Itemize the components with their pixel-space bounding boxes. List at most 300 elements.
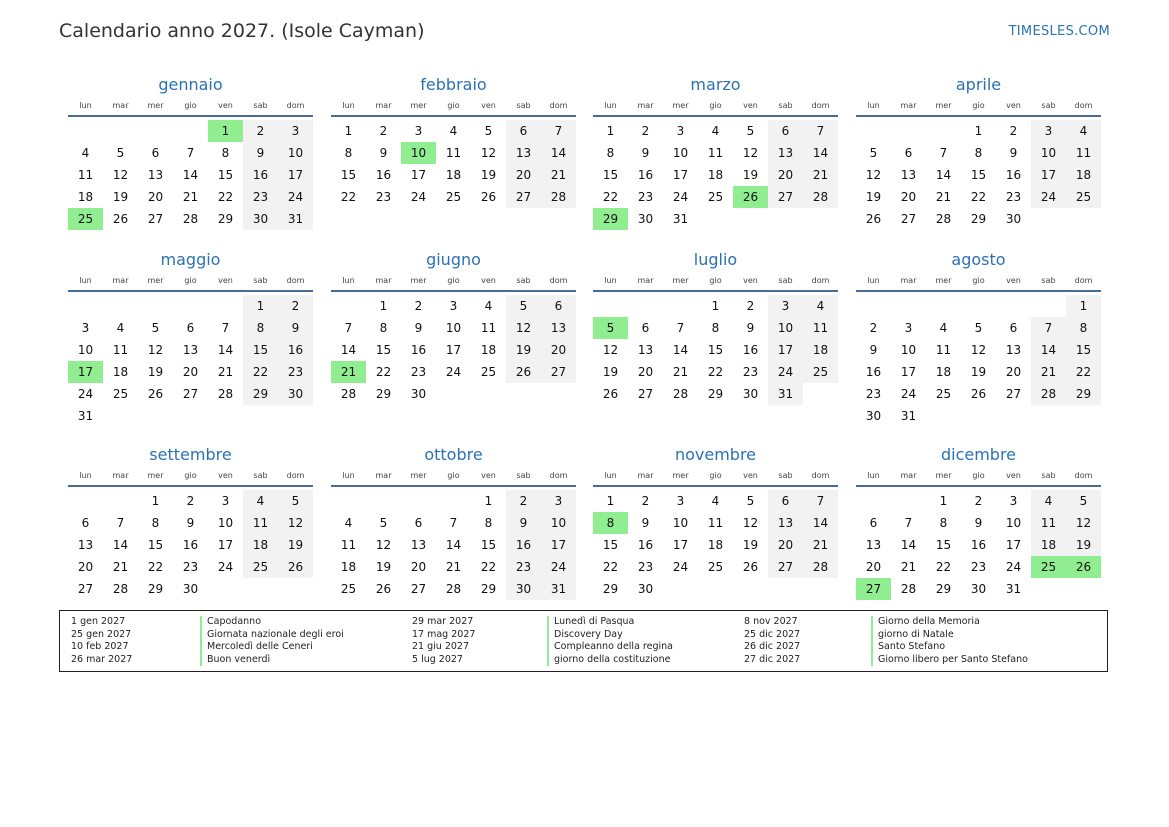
day-cell: 7 (803, 120, 838, 142)
day-cell: 4 (484, 299, 493, 313)
day-cell: 4 (81, 146, 90, 160)
month-maggio (68, 247, 313, 427)
day-cell: 23 (410, 365, 427, 379)
weekday-header (331, 273, 576, 292)
day-cell: 12 (506, 317, 541, 339)
week-row (856, 339, 1101, 361)
day-cell: 28 (217, 387, 234, 401)
empty-day (173, 120, 208, 142)
week-row (331, 534, 576, 556)
empty-day (663, 578, 698, 600)
day-cell: 15 (147, 538, 164, 552)
weekday-header (593, 273, 838, 292)
day-cell: 31 (541, 578, 576, 600)
empty-day (138, 405, 173, 427)
day-cell: 31 (278, 208, 313, 230)
day-cell: 2 (414, 299, 423, 313)
legend-holiday-name: Mercoledì delle Ceneri (200, 641, 313, 654)
day-cell: 20 (182, 365, 199, 379)
weekday-label: mer (935, 471, 952, 480)
week-row (856, 295, 1101, 317)
month-name: luglio (693, 250, 738, 269)
day-cell: 3 (278, 120, 313, 142)
day-cell: 11 (707, 146, 724, 160)
empty-day (401, 490, 436, 512)
day-cell: 11 (340, 538, 357, 552)
empty-day (68, 490, 103, 512)
week-row (331, 164, 576, 186)
day-cell: 1 (344, 124, 353, 138)
weekday-header (331, 98, 576, 117)
day-cell: 6 (904, 146, 913, 160)
day-cell: 29 (217, 212, 234, 226)
empty-day (331, 490, 366, 512)
day-cell: 13 (147, 168, 164, 182)
empty-day (768, 208, 803, 230)
day-cell: 11 (707, 516, 724, 530)
day-cell: 18 (112, 365, 129, 379)
legend-holiday-name: Giorno della Memoria (871, 616, 980, 629)
weekday-label: lun (604, 276, 617, 285)
day-cell: 3 (1009, 494, 1018, 508)
day-cell: 26 (112, 212, 129, 226)
weekday-header (68, 273, 313, 292)
weekday-label: mar (637, 276, 654, 285)
weekday-label: mer (147, 276, 164, 285)
day-cell: 18 (1031, 534, 1066, 556)
day-cell: 2 (1009, 124, 1018, 138)
day-cell: 10 (217, 516, 234, 530)
day-cell: 7 (939, 146, 948, 160)
day-cell: 9 (641, 146, 650, 160)
day-cell: 31 (77, 409, 94, 423)
empty-day (68, 295, 103, 317)
weekday-label: lun (867, 471, 880, 480)
weekday-label: ven (218, 471, 233, 480)
weekday-header (856, 273, 1101, 292)
day-cell: 17 (768, 339, 803, 361)
day-cell: 17 (1005, 538, 1022, 552)
day-cell: 5 (484, 124, 493, 138)
day-cell: 14 (672, 343, 689, 357)
empty-day (698, 208, 733, 230)
empty-day (68, 120, 103, 142)
day-cell: 29 (935, 582, 952, 596)
day-cell: 28 (541, 186, 576, 208)
week-row (68, 534, 313, 556)
day-cell: 3 (541, 490, 576, 512)
day-cell: 18 (707, 168, 724, 182)
weekday-label: sab (253, 101, 268, 110)
empty-day (628, 295, 663, 317)
day-cell: 7 (904, 516, 913, 530)
weekday-label: mar (112, 276, 129, 285)
holiday-legend (59, 610, 1108, 672)
weekday-label: lun (79, 471, 92, 480)
empty-day (891, 120, 926, 142)
day-cell: 2 (869, 321, 878, 335)
weekday-label: sab (1041, 471, 1056, 480)
week-row (331, 120, 576, 142)
month-name: gennaio (158, 75, 223, 94)
day-cell: 24 (672, 190, 689, 204)
day-cell: 9 (641, 516, 650, 530)
day-cell: 27 (182, 387, 199, 401)
day-cell: 5 (278, 490, 313, 512)
day-cell: 9 (974, 516, 983, 530)
week-row (593, 556, 838, 578)
week-row (856, 556, 1101, 578)
day-cell: 15 (243, 339, 278, 361)
day-cell: 24 (900, 387, 917, 401)
month-ottobre (331, 442, 576, 600)
day-cell: 9 (1009, 146, 1018, 160)
day-cell: 29 (480, 582, 497, 596)
week-row (331, 339, 576, 361)
legend-holiday-name: Buon venerdì (200, 654, 270, 667)
empty-day (856, 490, 891, 512)
day-cell: 26 (278, 556, 313, 578)
legend-date: 10 feb 2027 (71, 641, 129, 652)
week-row (856, 383, 1101, 405)
day-cell: 2 (974, 494, 983, 508)
day-cell: 24 (278, 186, 313, 208)
day-cell: 29 (707, 387, 724, 401)
day-cell: 12 (742, 146, 759, 160)
day-cell: 22 (707, 365, 724, 379)
day-cell: 6 (768, 490, 803, 512)
day-cell: 3 (676, 124, 685, 138)
weekday-label: gio (447, 276, 460, 285)
weekday-label: sab (778, 276, 793, 285)
day-cell: 19 (742, 168, 759, 182)
weekday-label: sab (253, 471, 268, 480)
weekday-label: dom (286, 471, 305, 480)
day-cell: 23 (637, 190, 654, 204)
week-row (856, 361, 1101, 383)
day-cell: 15 (1066, 339, 1101, 361)
day-cell: 8 (974, 146, 983, 160)
day-cell: 24 (1005, 560, 1022, 574)
legend-date: 8 nov 2027 (744, 616, 798, 627)
holiday-day-cell: 5 (593, 317, 628, 339)
week-row (68, 120, 313, 142)
day-cell: 18 (243, 534, 278, 556)
day-cell: 16 (375, 168, 392, 182)
day-cell: 13 (768, 512, 803, 534)
month-luglio (593, 247, 838, 405)
holiday-day-cell: 25 (68, 208, 103, 230)
empty-day (1031, 578, 1066, 600)
month-name: dicembre (940, 445, 1017, 464)
week-row (593, 361, 838, 383)
day-cell: 12 (278, 512, 313, 534)
day-cell: 16 (410, 343, 427, 357)
holiday-day-cell: 26 (1066, 556, 1101, 578)
month-novembre (593, 442, 838, 600)
day-cell: 12 (147, 343, 164, 357)
weekday-label: ven (743, 101, 758, 110)
day-cell: 18 (480, 343, 497, 357)
day-cell: 10 (445, 321, 462, 335)
month-giugno (331, 247, 576, 405)
site-link[interactable]: TIMESLES.COM (1008, 24, 1110, 39)
empty-day (996, 295, 1031, 317)
week-row (68, 578, 313, 600)
day-cell: 25 (935, 387, 952, 401)
empty-day (331, 295, 366, 317)
holiday-day-cell: 21 (331, 361, 366, 383)
empty-day (891, 295, 926, 317)
week-row (856, 534, 1101, 556)
legend-date: 25 dic 2027 (744, 628, 801, 640)
weekday-label: gio (972, 471, 985, 480)
empty-day (278, 405, 313, 427)
week-row (856, 120, 1101, 142)
empty-day (733, 578, 768, 600)
day-cell: 2 (379, 124, 388, 138)
weekday-label: dom (811, 276, 830, 285)
day-cell: 30 (243, 208, 278, 230)
day-cell: 21 (935, 190, 952, 204)
empty-day (506, 383, 541, 405)
weekday-label: dom (1074, 101, 1093, 110)
weekday-label: lun (342, 101, 355, 110)
empty-day (366, 490, 401, 512)
day-cell: 20 (637, 365, 654, 379)
day-cell: 2 (186, 494, 195, 508)
day-cell: 6 (768, 120, 803, 142)
week-row (68, 142, 313, 164)
day-cell: 5 (746, 494, 755, 508)
weekday-label: mar (112, 471, 129, 480)
weekday-label: mar (900, 101, 917, 110)
day-cell: 3 (1031, 120, 1066, 142)
weekday-label: ven (743, 276, 758, 285)
day-cell: 8 (484, 516, 493, 530)
empty-day (138, 295, 173, 317)
day-cell: 5 (151, 321, 160, 335)
day-cell: 23 (182, 560, 199, 574)
day-cell: 12 (602, 343, 619, 357)
month-weeks (593, 490, 838, 600)
weekday-label: lun (342, 471, 355, 480)
empty-day (1066, 578, 1101, 600)
month-gennaio (68, 72, 313, 230)
day-cell: 13 (1005, 343, 1022, 357)
day-cell: 25 (243, 556, 278, 578)
day-cell: 3 (81, 321, 90, 335)
day-cell: 15 (707, 343, 724, 357)
day-cell: 17 (672, 168, 689, 182)
day-cell: 17 (278, 164, 313, 186)
weekday-label: mer (410, 101, 427, 110)
day-cell: 20 (541, 339, 576, 361)
day-cell: 13 (900, 168, 917, 182)
day-cell: 12 (480, 146, 497, 160)
month-name: febbraio (420, 75, 487, 94)
empty-day (803, 578, 838, 600)
legend-holiday-name: Discovery Day (547, 629, 623, 642)
day-cell: 2 (746, 299, 755, 313)
day-cell: 9 (869, 343, 878, 357)
weekday-label: dom (811, 101, 830, 110)
day-cell: 30 (970, 582, 987, 596)
month-name: settembre (149, 445, 232, 464)
weekday-label: gio (972, 276, 985, 285)
page-title: Calendario anno 2027. (Isole Cayman) (59, 20, 425, 42)
day-cell: 4 (803, 295, 838, 317)
day-cell: 13 (182, 343, 199, 357)
day-cell: 3 (676, 494, 685, 508)
day-cell: 20 (768, 534, 803, 556)
week-row (856, 317, 1101, 339)
day-cell: 23 (742, 365, 759, 379)
weekday-label: gio (447, 101, 460, 110)
weekday-label: gio (709, 101, 722, 110)
weekday-label: mar (112, 101, 129, 110)
day-cell: 28 (672, 387, 689, 401)
weekday-header (68, 468, 313, 487)
day-cell: 29 (375, 387, 392, 401)
month-weeks (331, 490, 576, 600)
day-cell: 16 (637, 538, 654, 552)
day-cell: 6 (186, 321, 195, 335)
week-row (68, 186, 313, 208)
empty-day (996, 405, 1031, 427)
day-cell: 4 (711, 124, 720, 138)
month-weeks (593, 120, 838, 230)
day-cell: 9 (278, 317, 313, 339)
week-row (68, 164, 313, 186)
weekday-label: dom (1074, 471, 1093, 480)
day-cell: 4 (1031, 490, 1066, 512)
day-cell: 13 (506, 142, 541, 164)
day-cell: 22 (340, 190, 357, 204)
day-cell: 19 (112, 190, 129, 204)
weekday-label: mer (672, 471, 689, 480)
day-cell: 9 (186, 516, 195, 530)
holiday-day-cell: 25 (1031, 556, 1066, 578)
day-cell: 10 (1031, 142, 1066, 164)
week-row (593, 490, 838, 512)
day-cell: 28 (935, 212, 952, 226)
day-cell: 9 (243, 142, 278, 164)
day-cell: 12 (112, 168, 129, 182)
empty-day (541, 383, 576, 405)
day-cell: 6 (1009, 321, 1018, 335)
day-cell: 16 (506, 534, 541, 556)
day-cell: 27 (768, 556, 803, 578)
day-cell: 22 (217, 190, 234, 204)
day-cell: 8 (243, 317, 278, 339)
day-cell: 15 (970, 168, 987, 182)
day-cell: 21 (445, 560, 462, 574)
day-cell: 21 (541, 164, 576, 186)
legend-date: 25 gen 2027 (71, 628, 132, 640)
day-cell: 19 (147, 365, 164, 379)
day-cell: 5 (869, 146, 878, 160)
week-row (68, 317, 313, 339)
weekday-label: sab (1041, 276, 1056, 285)
empty-day (103, 405, 138, 427)
day-cell: 25 (445, 190, 462, 204)
day-cell: 18 (803, 339, 838, 361)
day-cell: 14 (541, 142, 576, 164)
legend-date: 5 lug 2027 (412, 653, 463, 665)
holiday-day-cell: 8 (593, 512, 628, 534)
weekday-label: mar (637, 471, 654, 480)
day-cell: 23 (1005, 190, 1022, 204)
day-cell: 10 (1005, 516, 1022, 530)
empty-day (698, 578, 733, 600)
day-cell: 1 (484, 494, 493, 508)
day-cell: 25 (112, 387, 129, 401)
legend-date: 29 mar 2027 (412, 616, 474, 627)
day-cell: 26 (602, 387, 619, 401)
day-cell: 14 (1031, 339, 1066, 361)
day-cell: 15 (217, 168, 234, 182)
legend-date: 1 gen 2027 (71, 616, 126, 627)
day-cell: 27 (147, 212, 164, 226)
empty-day (173, 405, 208, 427)
day-cell: 23 (243, 186, 278, 208)
weekday-label: lun (867, 101, 880, 110)
day-cell: 6 (506, 120, 541, 142)
day-cell: 25 (480, 365, 497, 379)
day-cell: 26 (506, 361, 541, 383)
day-cell: 16 (1005, 168, 1022, 182)
weekday-label: dom (549, 276, 568, 285)
day-cell: 6 (869, 516, 878, 530)
empty-day (243, 405, 278, 427)
week-row (593, 208, 838, 230)
month-weeks (68, 120, 313, 230)
weekday-label: mar (375, 101, 392, 110)
day-cell: 19 (970, 365, 987, 379)
legend-date: 17 mag 2027 (412, 628, 476, 640)
day-cell: 6 (414, 516, 423, 530)
weekday-label: ven (481, 101, 496, 110)
day-cell: 13 (637, 343, 654, 357)
legend-date: 26 mar 2027 (71, 653, 133, 665)
day-cell: 16 (278, 339, 313, 361)
weekday-label: lun (342, 276, 355, 285)
empty-day (1031, 208, 1066, 230)
weekday-label: dom (811, 471, 830, 480)
day-cell: 15 (602, 168, 619, 182)
week-row (593, 142, 838, 164)
day-cell: 28 (182, 212, 199, 226)
legend-holiday-name: giorno di Natale (871, 629, 954, 642)
week-row (856, 142, 1101, 164)
weekday-label: lun (604, 471, 617, 480)
week-row (68, 405, 313, 427)
weekday-label: gio (972, 101, 985, 110)
day-cell: 22 (602, 560, 619, 574)
day-cell: 18 (935, 365, 952, 379)
day-cell: 3 (449, 299, 458, 313)
empty-day (173, 295, 208, 317)
day-cell: 8 (711, 321, 720, 335)
day-cell: 30 (865, 409, 882, 423)
day-cell: 21 (803, 164, 838, 186)
week-row (331, 512, 576, 534)
weekday-label: mar (637, 101, 654, 110)
day-cell: 3 (768, 295, 803, 317)
day-cell: 15 (480, 538, 497, 552)
day-cell: 5 (746, 124, 755, 138)
